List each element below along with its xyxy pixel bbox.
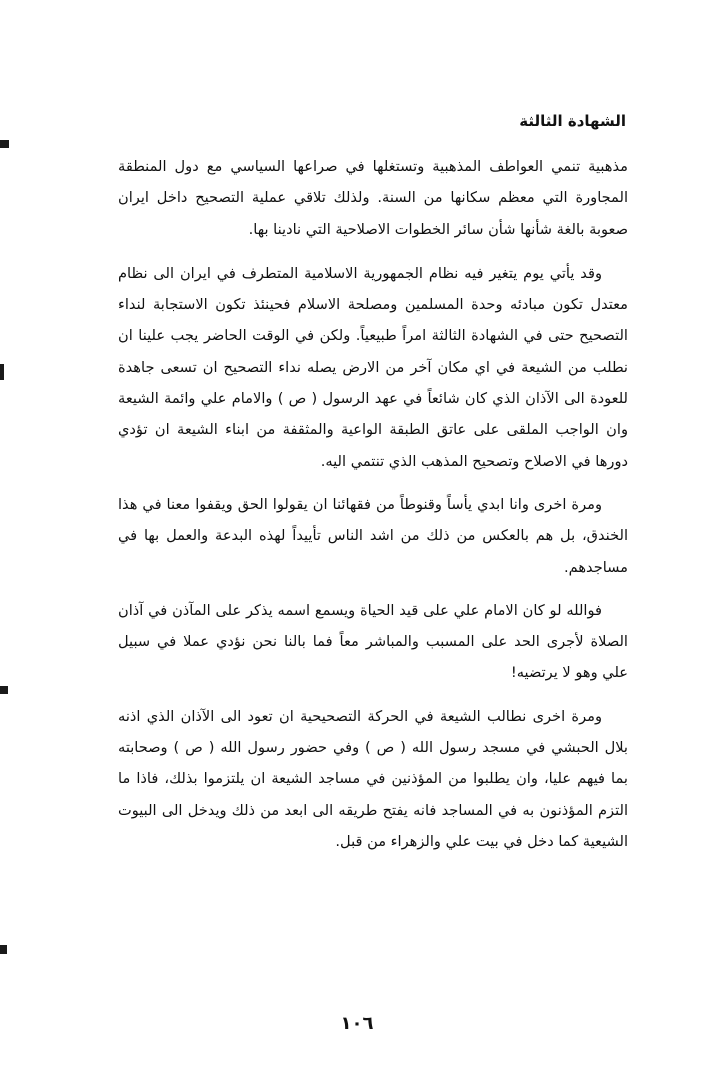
running-header-chapter-title: الشهادة الثالثة bbox=[519, 112, 626, 130]
scan-edge-mark bbox=[0, 140, 9, 148]
scan-edge-mark bbox=[0, 945, 7, 954]
paragraph: ومرة اخرى وانا ابدي يأساً وقنوطاً من فقهائنا ان يقولوا الحق ويقفوا معنا في هذا الخندق، بل هم بالعكس من ذلك من اشد الناس تأييداً لهذه البدعة والعمل بها في مساجدهم. bbox=[118, 495, 628, 576]
paragraph: وقد يأتي يوم يتغير فيه نظام الجمهورية الاسلامية المتطرف في ايران الى نظام معتدل تكون مبادئه وحدة المسلمين ومصلحة الاسلام فحينئذ تكون الاستجابة لنداء التصحيح حتى في الشهادة الثالثة امراً طبيعياً. ولكن في الوقت الحاضر يجب علينا ان نطلب من الشيعة في اي مكان آخر من الارض يصله نداء التصحيح ان تسعى جاهدة للعودة الى الآذان الذي كان شائعاً في عهد الرسول ( ص ) والامام علي وائمة الشيعة وان الواجب الملقى على عاتق الطبقة الواعية والمثقفة من ابناء الشيعة ان تؤدي دورها في الاصلاح وتصحيح المذهب الذي تنتمي اليه. bbox=[118, 264, 628, 470]
page-number: ١٠٦ bbox=[340, 1013, 374, 1034]
scan-edge-mark bbox=[0, 686, 8, 694]
scan-edge-mark bbox=[0, 364, 4, 380]
paragraph: فوالله لو كان الامام علي على قيد الحياة ويسمع اسمه يذكر على المآذن في آذان الصلاة لأجرى الحد على المسبب والمباشر معاً فما بالنا نحن نؤدي عملا في سبيل علي وهو لا يرتضيه! bbox=[118, 601, 628, 682]
paragraph: ومرة اخرى نطالب الشيعة في الحركة التصحيحية ان تعود الى الآذان الذي اذنه بلال الحبشي في مسجد رسول الله ( ص ) وفي حضور رسول الله ( ص ) وصحابته بما فيهم عليا، وان يطلبوا من المؤذنين في مساجد الشيعة ان يلتزموا بذلك، فاذا ما التزم المؤذنون به في المساجد فانه يفتح طريقه الى ابعد من ذلك ويدخل الى البيوت الشيعية كما دخل في بيت علي والزهراء من قبل. bbox=[118, 707, 628, 850]
body-text bbox=[118, 151, 628, 857]
paragraph: مذهبية تنمي العواطف المذهبية وتستغلها في صراعها السياسي مع دول المنطقة المجاورة التي معظم سكانها من السنة. ولذلك تلاقي عملية التصحيح داخل ايران صعوبة بالغة شأنها شأن سائر الخطوات الاصلاحية التي نادينا بها. bbox=[118, 158, 628, 238]
